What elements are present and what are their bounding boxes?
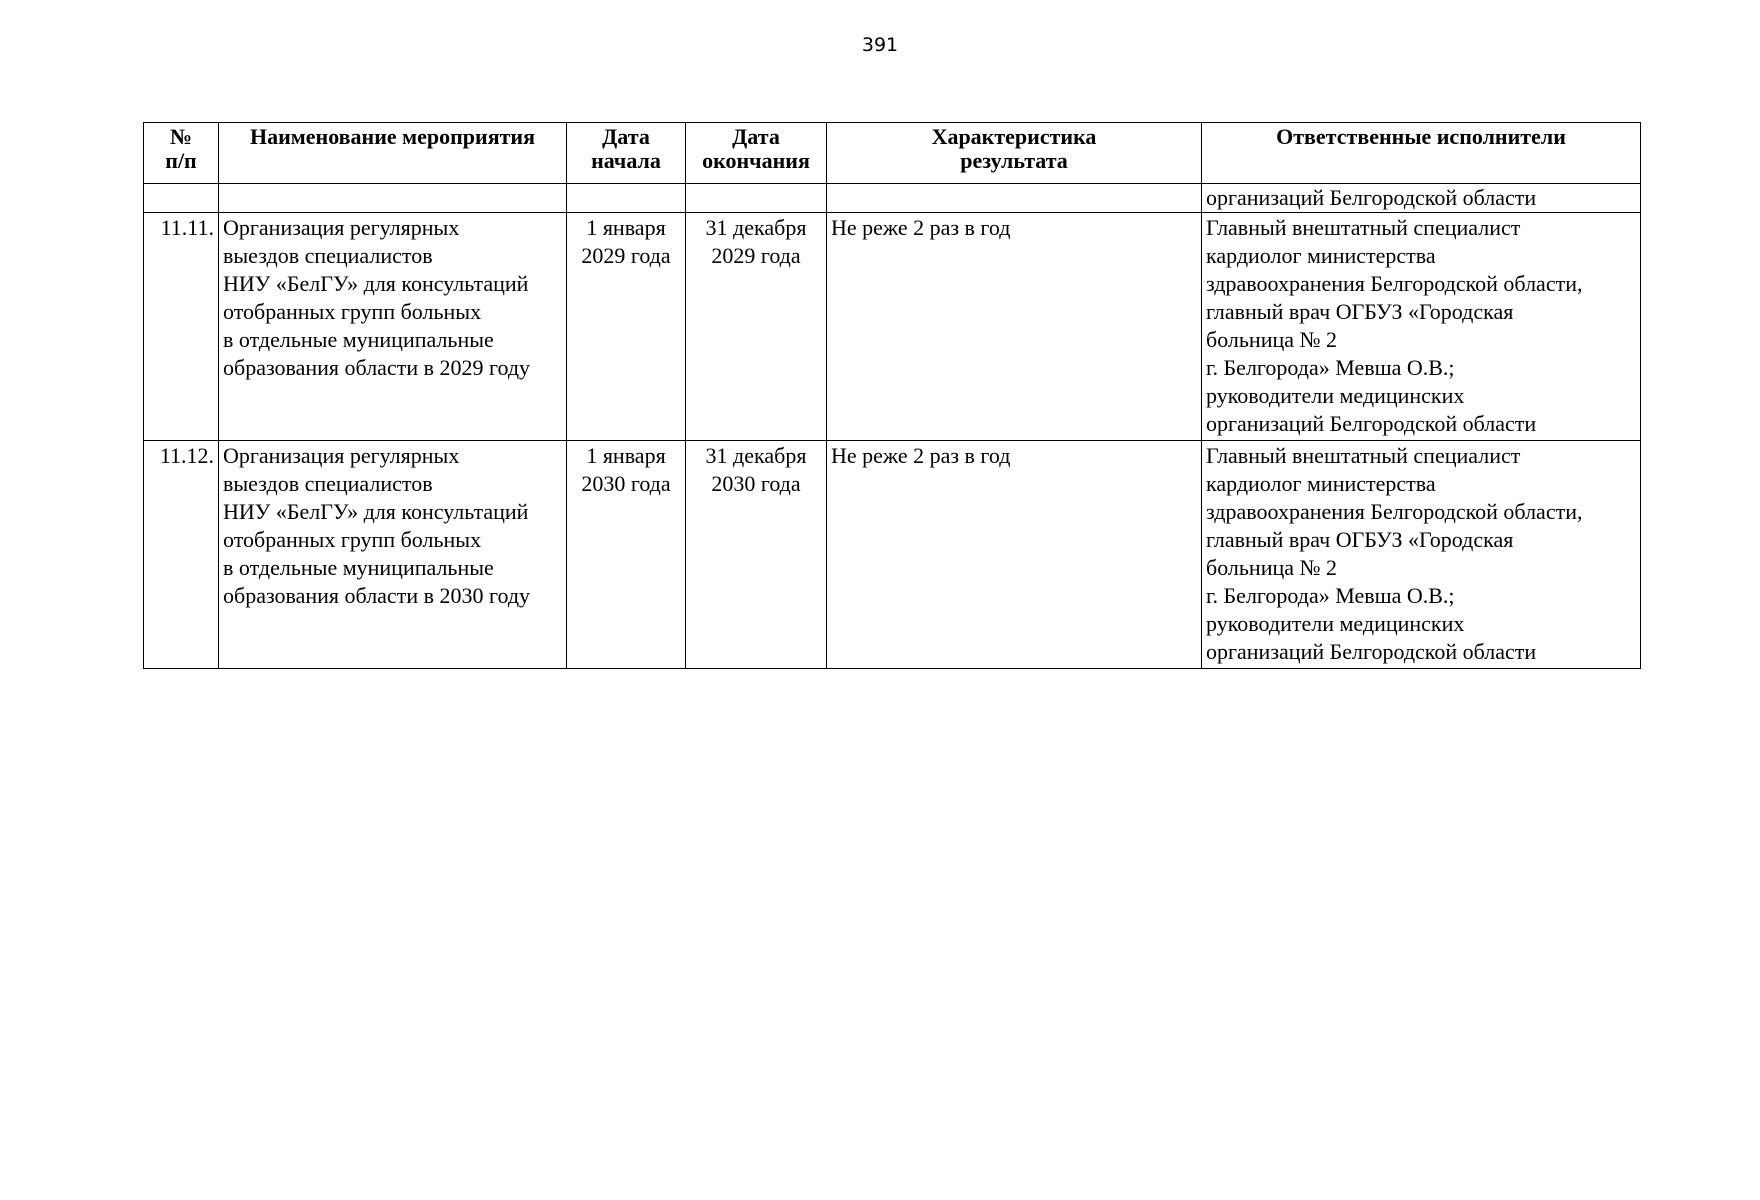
text-line: кардиолог министерства xyxy=(1206,471,1436,496)
header-start-line: начала xyxy=(591,148,661,173)
text-line: больница № 2 xyxy=(1206,327,1337,352)
header-num-line: п/п xyxy=(165,148,197,173)
text-line: 2030 года xyxy=(711,471,801,496)
text-line: образования области в 2029 году xyxy=(223,355,531,380)
text-line: выездов специалистов xyxy=(223,471,433,496)
text-line: руководители медицинских xyxy=(1206,383,1465,408)
text-line: главный врач ОГБУЗ «Городская xyxy=(1206,299,1514,324)
text-line: 31 декабря xyxy=(705,215,807,240)
responsible-executors xyxy=(1202,213,1641,441)
text-line: организаций Белгородской области xyxy=(1206,411,1537,436)
result-characteristic: Не реже 2 раз в год xyxy=(827,213,1202,441)
header-responsible: Ответственные исполнители xyxy=(1202,123,1641,184)
responsible-executors xyxy=(1202,441,1641,669)
page-number: 391 xyxy=(861,34,899,56)
event-name xyxy=(219,213,567,441)
start-date xyxy=(567,213,686,441)
header-result-line: результата xyxy=(960,148,1068,173)
text-line: НИУ «БелГУ» для консультаций xyxy=(223,499,529,524)
end-date xyxy=(686,213,827,441)
header-result-line: Характеристика xyxy=(931,124,1097,149)
table-row xyxy=(144,441,1641,669)
text-line: Организация регулярных xyxy=(223,443,460,468)
text-line: 2030 года xyxy=(581,471,671,496)
row-number: 11.12. xyxy=(144,441,219,669)
header-num xyxy=(144,123,219,184)
header-name: Наименование мероприятия xyxy=(219,123,567,184)
header-start-line: Дата xyxy=(602,124,650,149)
table-cell xyxy=(686,184,827,213)
text-line: в отдельные муниципальные xyxy=(223,555,494,580)
text-line: здравоохранения Белгородской области, xyxy=(1206,499,1583,524)
text-line: Главный внештатный специалист xyxy=(1206,443,1521,468)
table-header-row xyxy=(144,123,1641,184)
table-cell xyxy=(827,184,1202,213)
text-line: Организация регулярных xyxy=(223,215,460,240)
table-cell xyxy=(144,184,219,213)
header-end-line: окончания xyxy=(702,148,810,173)
header-start-date xyxy=(567,123,686,184)
text-line: г. Белгорода» Мевша О.В.; xyxy=(1206,355,1455,380)
header-num-line: № xyxy=(169,124,193,149)
text-line: в отдельные муниципальные xyxy=(223,327,494,352)
row-number: 11.11. xyxy=(144,213,219,441)
end-date xyxy=(686,441,827,669)
text-line: Главный внештатный специалист xyxy=(1206,215,1521,240)
text-line: главный врач ОГБУЗ «Городская xyxy=(1206,527,1514,552)
header-result xyxy=(827,123,1202,184)
text-line: образования области в 2030 году xyxy=(223,583,531,608)
table-cell xyxy=(567,184,686,213)
text-line: больница № 2 xyxy=(1206,555,1337,580)
header-end-line: Дата xyxy=(732,124,780,149)
text-line: организаций Белгородской области xyxy=(1206,639,1537,664)
table-cell xyxy=(219,184,567,213)
text-line: руководители медицинских xyxy=(1206,611,1465,636)
text-line: здравоохранения Белгородской области, xyxy=(1206,271,1583,296)
text-line: отобранных групп больных xyxy=(223,299,482,324)
text-line: 2029 года xyxy=(581,243,671,268)
text-line: кардиолог министерства xyxy=(1206,243,1436,268)
responsible-continuation: организаций Белгородской области xyxy=(1202,184,1641,213)
event-name xyxy=(219,441,567,669)
events-table xyxy=(143,122,1641,669)
text-line: 2029 года xyxy=(711,243,801,268)
header-end-date xyxy=(686,123,827,184)
result-characteristic: Не реже 2 раз в год xyxy=(827,441,1202,669)
text-line: НИУ «БелГУ» для консультаций xyxy=(223,271,529,296)
text-line: отобранных групп больных xyxy=(223,527,482,552)
table-row-continuation xyxy=(144,184,1641,213)
start-date xyxy=(567,441,686,669)
table-row xyxy=(144,213,1641,441)
text-line: г. Белгорода» Мевша О.В.; xyxy=(1206,583,1455,608)
text-line: 1 января xyxy=(586,443,666,468)
text-line: выездов специалистов xyxy=(223,243,433,268)
text-line: 31 декабря xyxy=(705,443,807,468)
text-line: 1 января xyxy=(586,215,666,240)
